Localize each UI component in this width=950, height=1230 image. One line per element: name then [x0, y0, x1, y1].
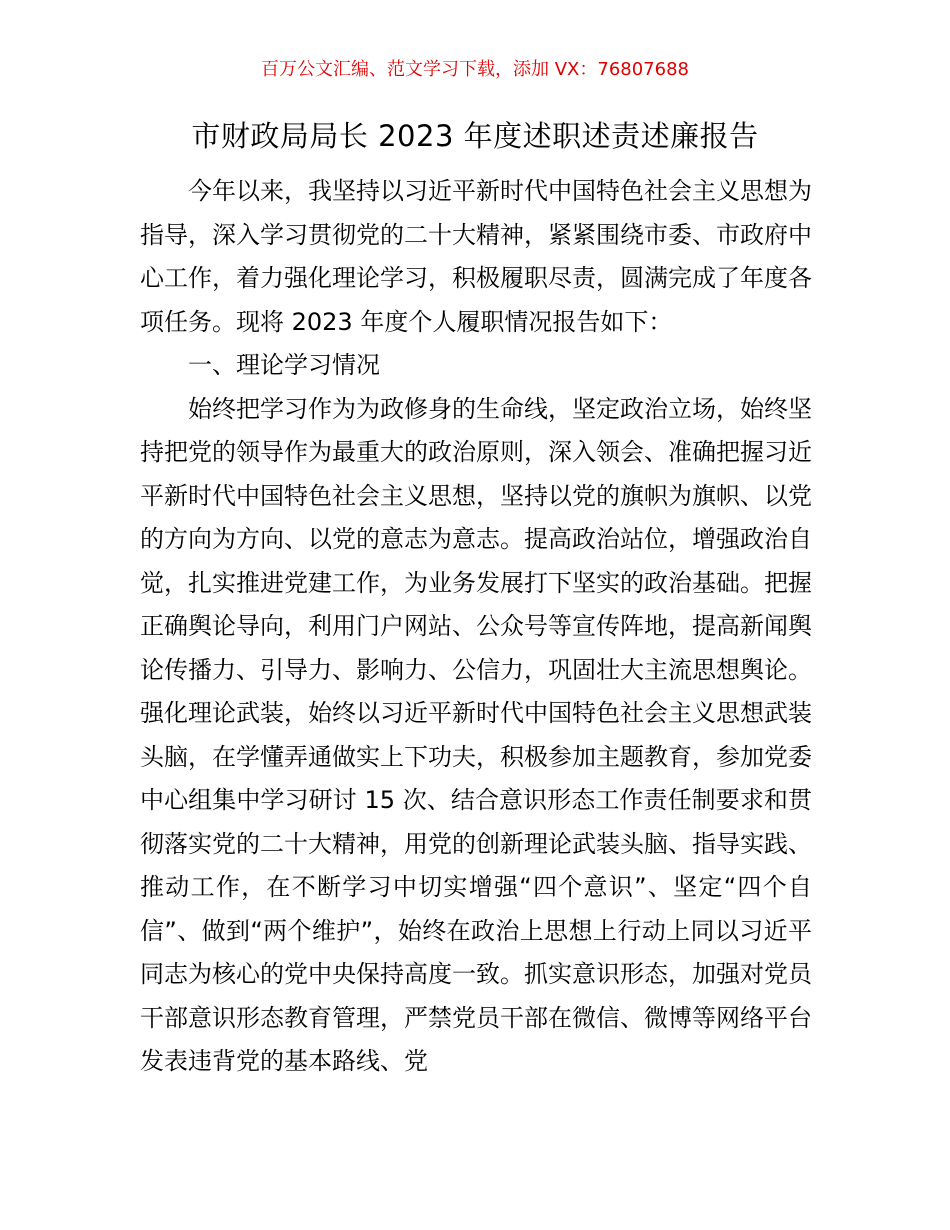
- document-title: 市财政局局长 2023 年度述职述责述廉报告: [191, 119, 759, 153]
- document-body: [140, 170, 812, 1084]
- intro-paragraph: 今年以来，我坚持以习近平新时代中国特色社会主义思想为指导，深入学习贯彻党的二十大精神，紧紧围绕市委、市政府中心工作，着力强化理论学习，积极履职尽责，圆满完成了年度各项任务。现将 2023 年度个人履职情况报告如下：: [140, 177, 812, 336]
- section-1-paragraph: 始终把学习作为为政修身的生命线，坚定政治立场，始终坚持把党的领导作为最重大的政治原则，深入领会、准确把握习近平新时代中国特色社会主义思想，坚持以党的旗帜为旗帜、以党的方向为方向、以党的意志为意志。提高政治站位，增强政治自觉，扎实推进党建工作，为业务发展打下坚实的政治基础。把握正确舆论导向，利用门户网站、公众号等宣传阵地，提高新闻舆论传播力、引导力、影响力、公信力，巩固壮大主流思想舆论。强化理论武装，始终以习近平新时代中国特色社会主义思想武装头脑，在学懂弄通做实上下功夫，积极参加主题教育，参加党委中心组集中学习研讨 15 次、结合意识形态工作责任制要求和贯彻落实党的二十大精神，用党的创新理论武装头脑、指导实践、推动工作，在不断学习中切实增强“四个意识”、坚定“四个自信”、做到“两个维护”，始终在政治上思想上行动上同以习近平同志为核心的党中央保持高度一致。抓实意识形态，加强对党员干部意识形态教育管理，严禁党员干部在微信、微博等网络平台发表违背党的基本路线、党: [140, 394, 812, 1075]
- section-heading-1: 一、理论学习情况: [188, 351, 380, 379]
- header-watermark-note: 百万公文汇编、范文学习下载，添加 VX：76807688: [261, 59, 689, 80]
